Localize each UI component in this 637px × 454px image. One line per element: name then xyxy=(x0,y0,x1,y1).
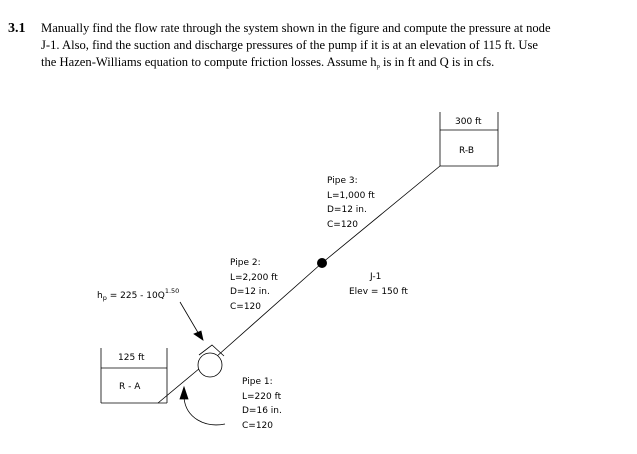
pipe-1-name: Pipe 1: xyxy=(242,377,273,387)
reservoir-a-label: R - A xyxy=(119,382,141,392)
pipe-1-length: L=220 ft xyxy=(242,391,282,402)
pipe-1-line xyxy=(158,368,200,403)
junction-j1-name: J-1 xyxy=(370,272,382,282)
reservoir-b-elevation: 300 ft xyxy=(455,117,482,127)
pipe-2-length: L=2,200 ft xyxy=(230,272,278,283)
problem-number: 3.1 xyxy=(8,21,26,36)
problem-line-3-b: is in ft and Q is in cfs. xyxy=(379,55,495,69)
pump-curve-rhs: = 225 - 10Q xyxy=(106,291,165,301)
problem-line-1: Manually find the flow rate through the system shown in the figure and compute the pressure at node xyxy=(41,21,551,35)
pipe-1-label xyxy=(242,375,282,433)
pump-curve-h: h xyxy=(97,291,103,301)
junction-j1-node xyxy=(317,258,327,268)
problem-line-2: J-1. Also, find the suction and discharge pressures of the pump if it is at an elevation of 115 ft. Use xyxy=(41,38,539,52)
pipe-3-coefficient: C=120 xyxy=(327,219,359,230)
pump-pointer-arrow-icon xyxy=(180,302,203,340)
problem-line-3-subscript: p xyxy=(376,63,380,70)
pump-curve-equation xyxy=(97,284,179,306)
flow-direction-arrow-icon xyxy=(180,387,225,425)
pump-curve-exponent: 1.50 xyxy=(164,287,180,295)
pipe-1-diameter: D=16 in. xyxy=(242,406,282,416)
problem-line-3-a: the Hazen-Williams equation to compute friction losses. Assume h xyxy=(41,55,377,69)
pipe-3-diameter: D=12 in. xyxy=(327,205,367,215)
pipe-3-label xyxy=(327,174,375,232)
pipe-3-name: Pipe 3: xyxy=(327,176,358,186)
pipe-1-coefficient: C=120 xyxy=(242,420,274,431)
pipe-2-label xyxy=(230,256,278,314)
junction-j1-elevation: Elev = 150 ft xyxy=(349,287,408,297)
pipe-2-name: Pipe 2: xyxy=(230,258,261,268)
pipe-2-coefficient: C=120 xyxy=(230,301,262,312)
pump-curve-subscript: p xyxy=(102,294,107,302)
pump-icon xyxy=(198,345,224,377)
reservoir-b-label: R-B xyxy=(459,146,474,156)
reservoir-a-elevation: 125 ft xyxy=(118,353,145,363)
pipe-3-length: L=1,000 ft xyxy=(327,190,375,201)
pipe-2-diameter: D=12 in. xyxy=(230,287,270,297)
